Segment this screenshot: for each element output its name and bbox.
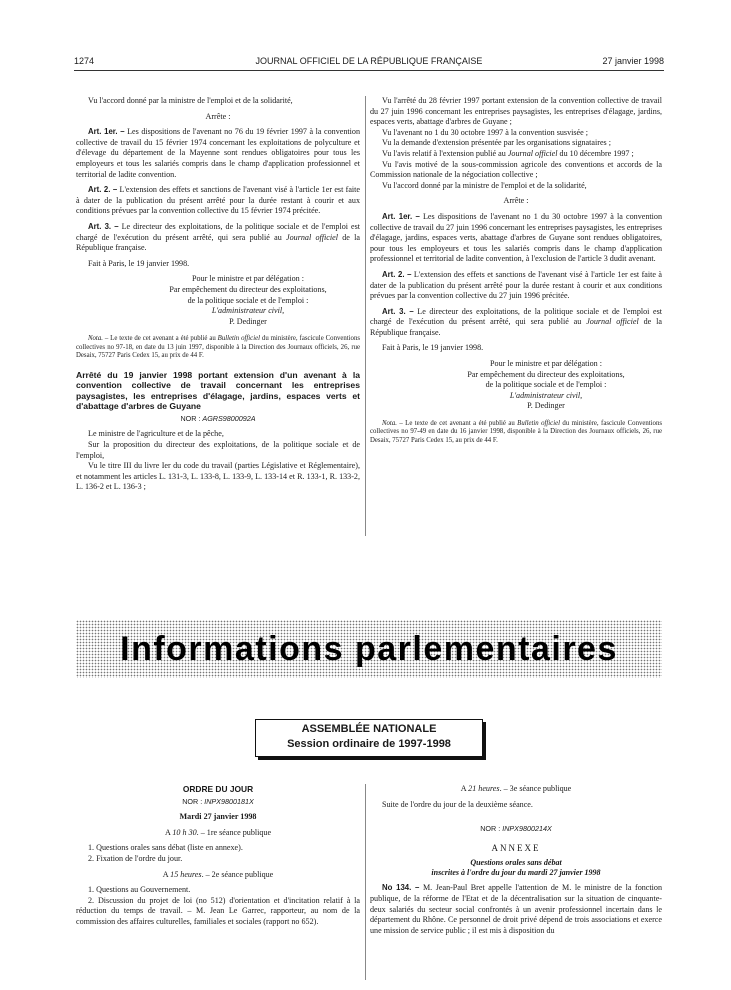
vu-demande: Vu la demande d'extension présentée par les organisations signataires ; [382,138,611,148]
nota-text-end: du ministère, fascicule Conventions collectives no 97-49 en date du 16 janvier 1998, disponible à la Direction des Journaux officiels, 26, rue Desaix, 75727 Paris Cedex 15, au prix de 44 F. [370,420,662,444]
vu-avenant: Vu l'avenant no 1 du 30 octobre 1997 à la convention susvisée ; [382,127,588,137]
journal-title: JOURNAL OFFICIEL DE LA RÉPUBLIQUE FRANÇAISE [255,56,483,66]
article-1 [76,127,360,180]
seance-1-item-2: 2. Fixation de l'ordre du jour. [88,853,183,863]
vu-avis [370,149,662,160]
column-2 [370,96,662,546]
article-1-text: Les dispositions de l'avenant no 76 du 19 février 1997 à la convention collective de travail du 15 février 1974 concernant les exploitations de polyculture et d'élevage du département de la Mayenne sont rendues obligatoires pour tous les employeurs et tous les salariés compris dans le champ d'application professionnel et territorial de ladite convention. [76,127,360,179]
nor-value: AGRS9800092A [202,413,256,423]
seance-1-label: . – 1re séance publique [196,827,272,837]
seance-1-item-1: 1. Questions orales sans débat (liste en annexe). [88,843,243,853]
article-2-label: Art. 2. – [382,269,412,279]
column-divider-bottom [365,784,366,980]
article-1-label: Art. 1er. – [88,127,125,137]
nota-text: – Le texte de cet avenant a été publié au [396,420,518,428]
signature-line-2: Par empêchement du directeur des exploitations, [467,369,625,379]
bulletin-ref: Bulletin officiel [217,335,260,343]
journal-officiel-ref: Journal officiel [586,317,639,327]
page-header [74,56,664,70]
signature-line-4: L'administrateur civil, [509,390,583,400]
question-134-text: M. Jean-Paul Bret appelle l'attention de M. le ministre de la fonction publique, de la réforme de l'Etat et de la décentralisation sur la situation de cinquante-deux salariés du secteur social confrontés à un avenir professionnel incertain dans le département du Rhône. Ce personnel de droit privé dépend de trois associations et exerce une mission de service public ; il est mis à disposition du [370,883,662,935]
signature-line-2: Par empêchement du directeur des exploitations, [169,284,327,294]
seance-3-item-1: Suite de l'ordre du jour de la deuxième séance. [382,799,533,809]
nota [370,420,662,445]
assemblee-box [255,719,483,757]
nota-label: Nota. [382,420,397,428]
article-2-text: L'extension des effets et sanctions de l'avenant visé à l'article 1er est faite à dater de la publication du présent arrêté pour la durée restant à courir et aux conditions prévues par la convention collective du 15 février 1974 précitée. [76,185,360,216]
nor-label: NOR : [480,824,503,834]
signatory: P. Dedinger [229,316,267,326]
page-number: 1274 [74,56,95,66]
nota-label: Nota. [88,335,103,343]
nor-label: NOR : [182,796,205,806]
article-3 [370,307,662,339]
article-2-text: L'extension des effets et sanctions de l'avenant visé à l'article 1er est faite à dater de la publication du présent arrêté pour la durée restant à courir et aux conditions prévues par la convention collective du 27 juin 1996 précitée. [370,269,662,301]
issue-date: 27 janvier 1998 [602,56,664,66]
article-2 [76,185,360,217]
ordre-du-jour-title: ORDRE DU JOUR [182,784,254,794]
signature-line-1: Pour le ministre et par délégation : [192,274,304,284]
proposition-line: Sur la proposition du directeur des exploitations, de la politique sociale et de l'emploi, [76,440,360,460]
bulletin-ref: Bulletin officiel [517,420,560,428]
question-134 [370,883,662,936]
question-134-label: No 134. – [382,883,420,893]
column-3 [76,784,360,984]
nota-text-end: du ministère, fascicule Conventions collectives no 97-18, en date du 13 juin 1997, disponible à la Direction des Journaux officiels, 26, rue Desaix, 75727 Paris Cedex 15, au prix de 44 F. [76,335,360,360]
signatory: P. Dedinger [527,401,565,411]
article-3-text-end: de la République française. [76,232,360,253]
vu-accord: Vu l'accord donné par la ministre de l'emploi et de la solidarité, [382,180,587,190]
article-2-label: Art. 2. – [88,185,118,195]
article-3-label: Art. 3. – [88,221,119,231]
fait-a-paris: Fait à Paris, le 19 janvier 1998. [382,343,484,353]
questions-orales-subtitle: inscrites à l'ordre du jour du mardi 27 janvier 1998 [431,868,601,878]
arrete-label: Arrête : [205,111,231,121]
seance-2-prefix: A [162,869,171,879]
titre-3-line: Vu le titre III du livre Ier du code du travail (parties Législative et Réglementaire), et notamment les articles L. 131-3, L. 133-8, L. 133-9, L. 133-14 et R. 133-1, R. 133-2, L. 136-2 et L. 136-3 ; [76,461,360,492]
seance-2 [76,870,360,881]
nor-ref [76,797,360,808]
nota-text: – Le texte de cet avenant a été publié au [102,335,218,343]
seance-2-item-2: 2. Discussion du projet de loi (no 512) d'orientation et d'incitation relatif à la réduction du temps de travail. – M. Jean Le Garrec, rapporteur, au nom de la commission des affaires culturelles, familiales et sociales (rapport no 652). [76,895,360,926]
article-1 [370,212,662,265]
arrete-label: Arrête : [503,196,529,206]
ministre-line: Le ministre de l'agriculture et de la pêche, [88,429,224,439]
annexe-title: ANNEXE [491,842,541,853]
article-3 [76,222,360,254]
nor-value: INPX9800181X [204,796,254,806]
seance-2-label: . – 2e séance publique [201,869,274,879]
seance-1 [76,828,360,839]
vu-arrete: Vu l'arrêté du 28 février 1997 portant extension de la convention collective de travail du 27 juin 1996 concernant les entreprises paysagistes, les entreprises d'élagage, jardins, espaces verts, abattage d'arbres de Guyane ; [370,96,662,127]
arrete-title: Arrêté du 19 janvier 1998 portant extension d'un avenant à la convention collective de travail concernant les entreprises paysagistes, les entreprises d'élagage, jardins, espaces verts et d'abattage d'arbres de Guyane [76,369,360,412]
signature-line-3: de la politique sociale et de l'emploi : [187,295,309,305]
journal-officiel-ref: Journal officiel [286,232,338,242]
seance-1-time: 10 h 30 [172,827,197,837]
signature-line-3: de la politique sociale et de l'emploi : [485,380,607,390]
article-1-text: Les dispositions de l'avenant no 1 du 30 octobre 1997 à la convention collective de travail du 27 juin 1996 concernant les entreprises paysagistes, les entreprises d'élagage, jardins, espaces verts, abattage d'arbres de Guyane sont rendues obligatoires, pour tous les employeurs et tous les salariés compris dans le champ d'application professionnel et territorial de ladite convention, à l'exclusion de l'article 3 dudit avenant. [370,211,662,264]
nor-ref [76,414,360,425]
session-day: Mardi 27 janvier 1998 [179,812,257,822]
section-banner [76,620,662,678]
vu-accord: Vu l'accord donné par la ministre de l'emploi et de la solidarité, [88,96,293,105]
column-4 [370,784,662,984]
session-title: Session ordinaire de 1997-1998 [287,738,451,750]
seance-3-prefix: A [460,784,469,793]
nor-label: NOR : [180,413,203,423]
nor-value: INPX9800214X [502,824,552,834]
article-2 [370,270,662,302]
article-3-label: Art. 3. – [382,306,414,316]
vu-avis-text: Vu l'avis relatif à l'extension publié au [382,148,508,158]
assemblee-title: ASSEMBLÉE NATIONALE [301,723,437,735]
header-rule [74,70,664,71]
article-3-text: Le directeur des exploitations, de la politique sociale et de l'emploi est chargé de l'exécution du présent arrêté, qui sera publié au [76,221,360,242]
signature-line-1: Pour le ministre et par délégation : [490,359,602,369]
seance-3 [370,784,662,795]
column-divider [365,96,366,536]
vu-avis-text-end: du 10 décembre 1997 ; [557,148,634,158]
banner-title: Informations parlementaires [120,630,618,668]
seance-1-prefix: A [164,827,173,837]
journal-officiel-ref: Journal officiel [507,148,558,158]
article-3-text: Le directeur des exploitations, de la politique sociale et de l'emploi est chargé de l'exécution du présent arrêté, qui sera publié au [370,306,662,327]
vu-avis-motive: Vu l'avis motivé de la sous-commission agricole des conventions et accords de la Commission nationale de la négociation collective ; [370,159,662,180]
article-3-text-end: de la République française. [370,317,662,337]
seance-2-time: 15 heures [170,869,202,879]
nota [76,335,360,360]
nor-ref [370,824,662,835]
fait-a-paris: Fait à Paris, le 19 janvier 1998. [88,258,190,268]
article-1-label: Art. 1er. – [382,211,420,221]
questions-orales-title: Questions orales sans débat [470,858,562,868]
seance-3-time: 21 heures [468,784,500,793]
signature-line-4: L'administrateur civil, [211,306,285,316]
seance-2-item-1: 1. Questions au Gouvernement. [88,885,191,895]
column-1 [76,96,360,546]
seance-3-label: . – 3e séance publique [499,784,572,793]
